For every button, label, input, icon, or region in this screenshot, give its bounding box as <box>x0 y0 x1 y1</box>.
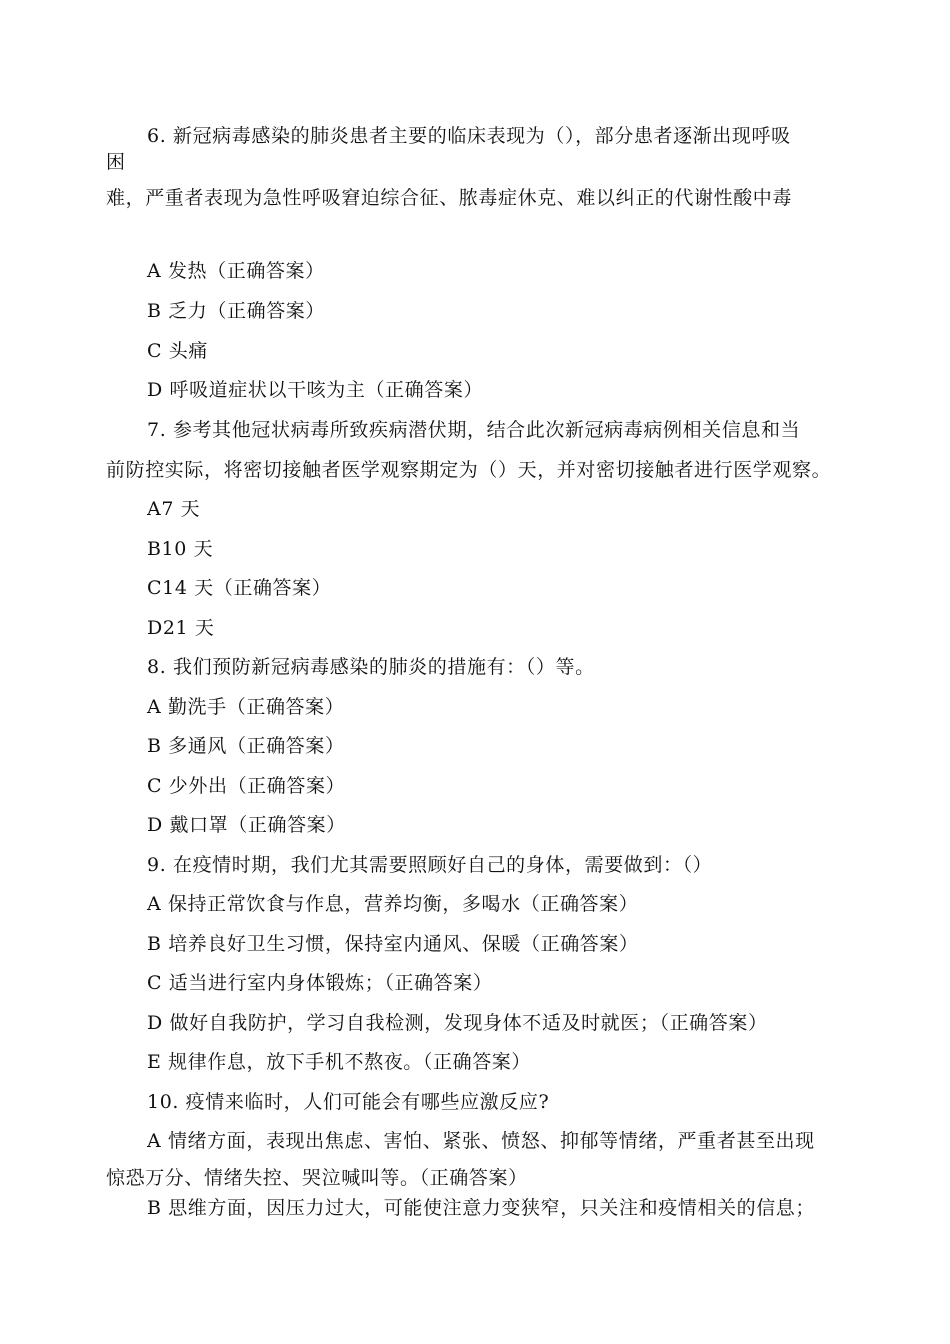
question-7-text-line-1: 7. 参考其他冠状病毒所致疾病潜伏期，结合此次新冠病毒病例相关信息和当 <box>147 419 801 441</box>
q8-option-b: B 多通风（正确答案） <box>147 735 345 757</box>
q9-option-c: C 适当进行室内身体锻炼；（正确答案） <box>147 972 493 994</box>
q7-option-d: D21 天 <box>147 617 215 639</box>
q7-option-c: C14 天（正确答案） <box>147 577 332 599</box>
q8-option-d: D 戴口罩（正确答案） <box>147 814 346 836</box>
question-7-text-line-2: 前防控实际，将密切接触者医学观察期定为（）天，并对密切接触者进行医学观察。 <box>106 459 832 481</box>
q7-option-a: A7 天 <box>147 498 201 520</box>
q9-option-b: B 培养良好卫生习惯，保持室内通风、保暖（正确答案） <box>147 933 639 955</box>
q10-option-a-line-1: A 情绪方面，表现出焦虑、害怕、紧张、愤怒、抑郁等情绪，严重者甚至出现 <box>147 1130 815 1152</box>
q6-option-c: C 头痛 <box>147 340 208 362</box>
q6-option-d: D 呼吸道症状以干咳为主（正确答案） <box>147 379 484 401</box>
q6-option-b: B 乏力（正确答案） <box>147 300 326 322</box>
q7-option-b: B10 天 <box>147 538 214 560</box>
q9-option-a: A 保持正常饮食与作息，营养均衡，多喝水（正确答案） <box>147 893 639 915</box>
question-6-text-line-2: 困 <box>106 151 126 173</box>
q8-option-a: A 勤洗手（正确答案） <box>147 696 345 718</box>
q8-option-c: C 少外出（正确答案） <box>147 775 346 797</box>
q6-option-a: A 发热（正确答案） <box>147 260 325 282</box>
question-8-text: 8. 我们预防新冠病毒感染的肺炎的措施有：（）等。 <box>147 656 595 678</box>
question-9-text: 9. 在疫情时期，我们尤其需要照顾好自己的身体，需要做到：（） <box>147 854 713 876</box>
question-6-text-line-1: 6. 新冠病毒感染的肺炎患者主要的临床表现为（），部分患者逐渐出现呼吸 <box>147 125 791 147</box>
question-6-text-line-3: 难，严重者表现为急性呼吸窘迫综合征、脓毒症休克、难以纠正的代谢性酸中毒 <box>106 187 793 209</box>
question-10-text: 10. 疫情来临时，人们可能会有哪些应激反应? <box>147 1091 550 1113</box>
q10-option-a-line-2: 惊恐万分、情绪失控、哭泣喊叫等。（正确答案） <box>106 1167 528 1189</box>
q9-option-d: D 做好自我防护，学习自我检测，发现身体不适及时就医；（正确答案） <box>147 1012 768 1034</box>
q10-option-b: B 思维方面，因压力过大，可能使注意力变狭窄，只关注和疫情相关的信息； <box>147 1197 816 1219</box>
q9-option-e: E 规律作息，放下手机不熬夜。（正确答案） <box>147 1051 532 1073</box>
